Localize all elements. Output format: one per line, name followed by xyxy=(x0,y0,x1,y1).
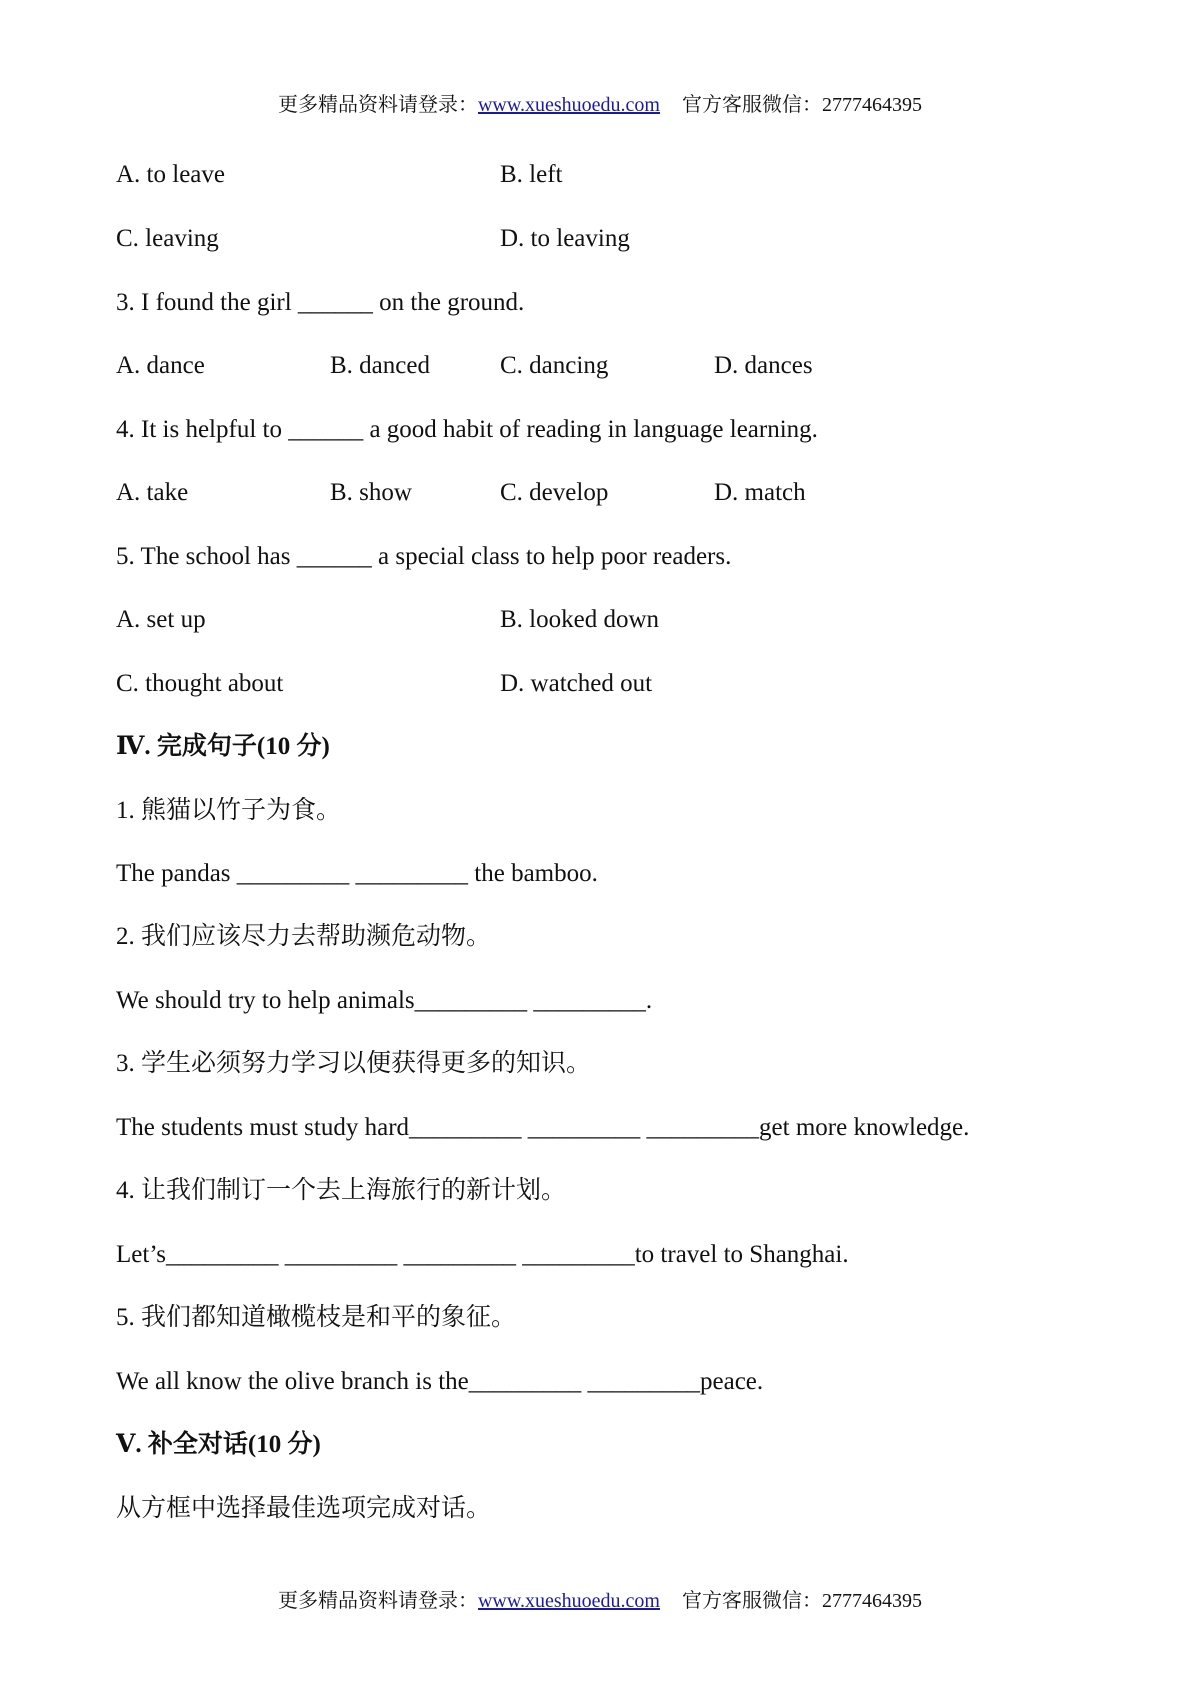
s4-item1-chinese: 1. 熊猫以竹子为食。 xyxy=(116,797,342,824)
s4-item3-chinese: 3. 学生必须努力学习以便获得更多的知识。 xyxy=(116,1050,592,1077)
footer-prefix: 更多精品资料请登录： xyxy=(277,1590,478,1612)
footer-wechat: 官方客服微信：2777464395 xyxy=(682,1590,922,1612)
section5-instruction: 从方框中选择最佳选项完成对话。 xyxy=(116,1495,492,1522)
s4-item5-chinese: 5. 我们都知道橄榄枝是和平的象征。 xyxy=(116,1304,517,1331)
q2-option-d: D. to leaving xyxy=(500,225,630,252)
s4-item1-english: The pandas _________ _________ the bamboo. xyxy=(116,860,598,887)
s4-item2-english: We should try to help animals_________ _________. xyxy=(116,987,653,1014)
q4-option-a: A. take xyxy=(116,479,189,506)
s4-item5-english: We all know the olive branch is the_________ _________peace. xyxy=(116,1368,764,1395)
q5-option-d: D. watched out xyxy=(500,670,653,697)
q5-text: 5. The school has ______ a special class to help poor readers. xyxy=(116,543,732,570)
q5-option-a: A. set up xyxy=(116,606,206,633)
q2-option-a: A. to leave xyxy=(116,161,225,188)
q3-option-a: A. dance xyxy=(116,352,205,379)
section5-title: Ⅴ. 补全对话(10 分) xyxy=(116,1431,321,1458)
header-link[interactable]: www.xueshuoedu.com xyxy=(477,94,660,116)
s4-item4-chinese: 4. 让我们制订一个去上海旅行的新计划。 xyxy=(116,1177,567,1204)
s4-item3-english: The students must study hard_________ _________ _________get more knowledge. xyxy=(116,1114,970,1141)
s4-item2-chinese: 2. 我们应该尽力去帮助濒危动物。 xyxy=(116,923,492,950)
q2-option-c: C. leaving xyxy=(116,225,219,252)
q5-option-b: B. looked down xyxy=(500,606,660,633)
q3-option-d: D. dances xyxy=(714,352,813,379)
q4-option-d: D. match xyxy=(714,479,806,506)
s4-item4-english: Let’s_________ _________ _________ _________to travel to Shanghai. xyxy=(116,1241,849,1268)
q3-text: 3. I found the girl ______ on the ground. xyxy=(116,289,525,316)
page-footer xyxy=(0,1584,1200,1613)
page-header xyxy=(0,88,1200,117)
q4-text: 4. It is helpful to ______ a good habit of reading in language learning. xyxy=(116,416,818,443)
q3-option-c: C. dancing xyxy=(500,352,609,379)
section4-title: Ⅳ. 完成句子(10 分) xyxy=(116,733,330,760)
q5-option-c: C. thought about xyxy=(116,670,284,697)
q4-option-b: B. show xyxy=(330,479,412,506)
q4-option-c: C. develop xyxy=(500,479,609,506)
q3-option-b: B. danced xyxy=(330,352,430,379)
header-prefix: 更多精品资料请登录： xyxy=(277,94,478,116)
q2-option-b: B. left xyxy=(500,161,563,188)
header-wechat: 官方客服微信：2777464395 xyxy=(682,94,922,116)
footer-link[interactable]: www.xueshuoedu.com xyxy=(477,1590,660,1612)
